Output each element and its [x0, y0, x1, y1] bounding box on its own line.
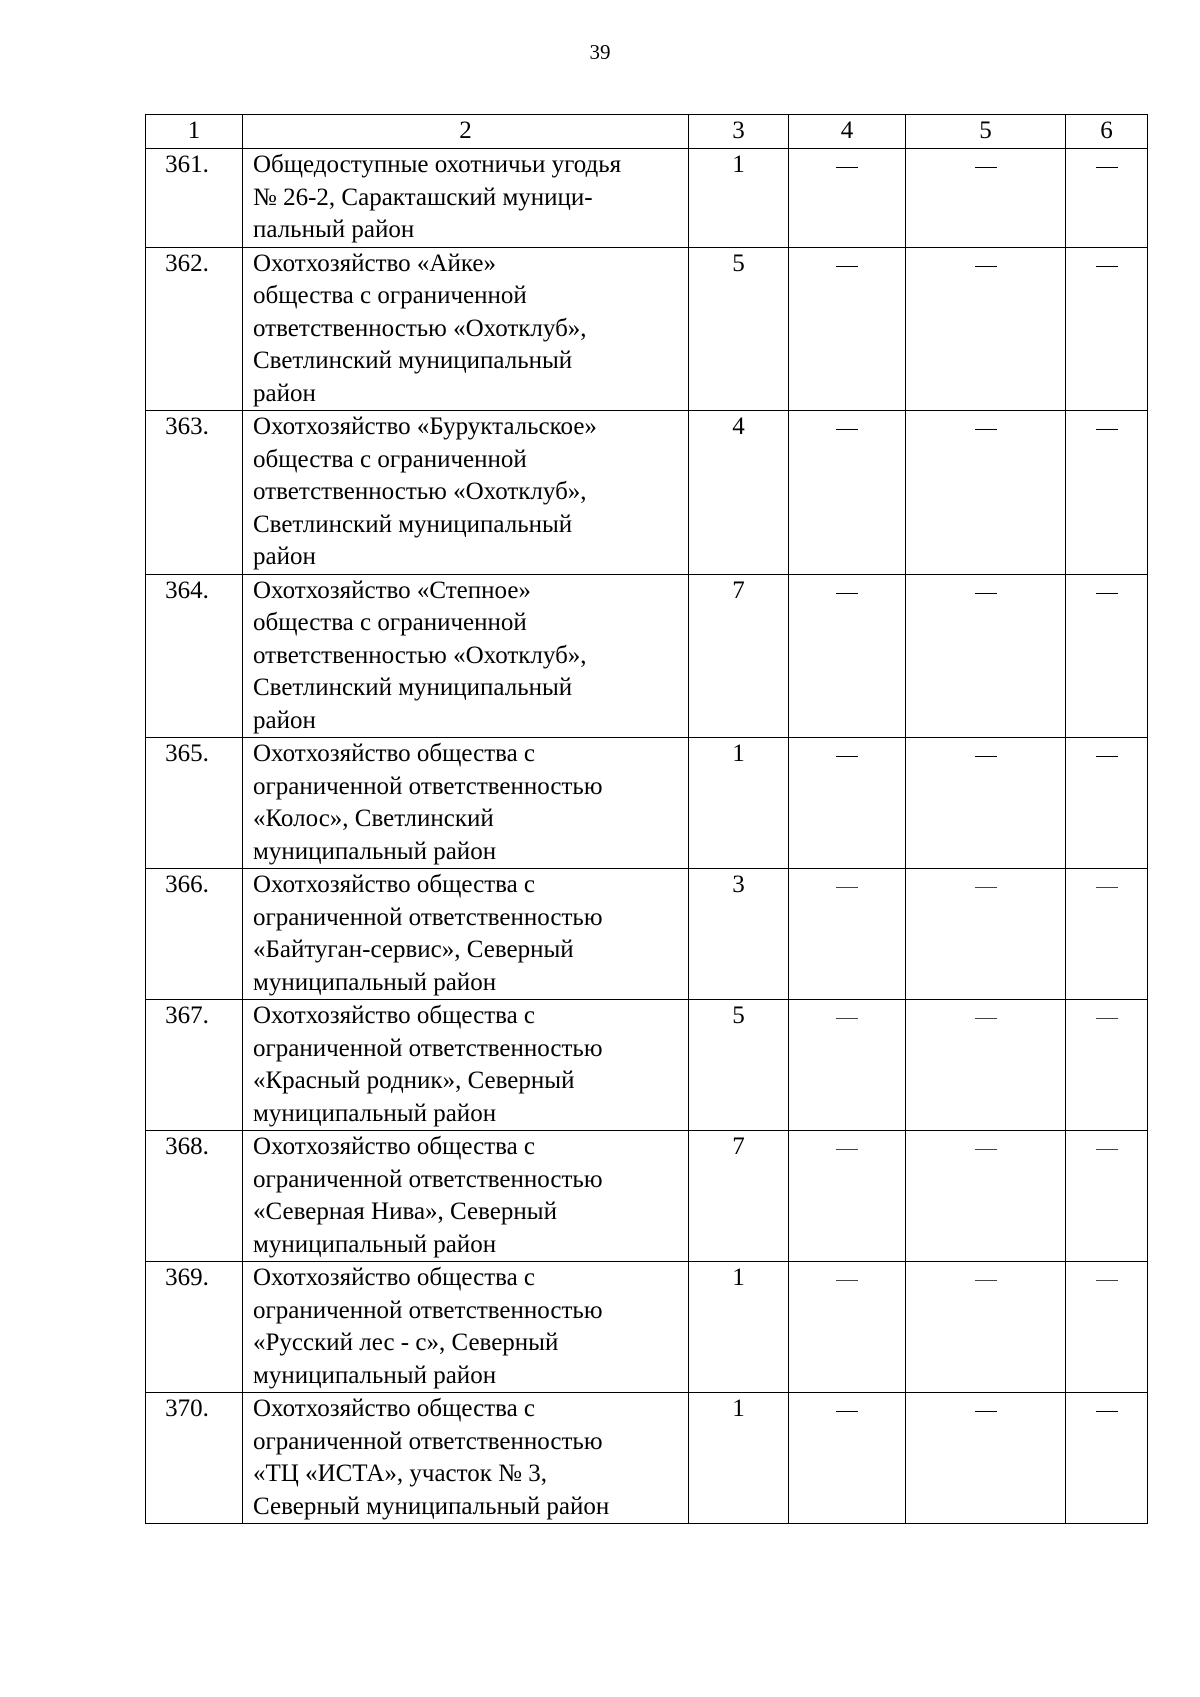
count-value: 3 — [689, 869, 789, 1000]
dash-mark — [836, 887, 858, 888]
name-line: муниципальный район — [253, 837, 497, 865]
name-line: общества с ограниченной — [253, 282, 527, 309]
dash-mark — [975, 1411, 997, 1412]
name-line: Охотхозяйство общества с — [253, 1264, 536, 1291]
table-header-row — [146, 115, 1148, 149]
empty-c6-cell — [1066, 574, 1148, 738]
name-line: муниципальный район — [253, 968, 497, 996]
table-row — [146, 247, 1148, 411]
empty-c6-cell — [1066, 411, 1148, 575]
name-line: Светлинский муниципальный — [253, 674, 573, 701]
hunting-ground-name — [243, 1393, 689, 1524]
empty-c6-cell — [1066, 1262, 1148, 1393]
empty-c5-cell — [906, 1131, 1066, 1262]
empty-c4-cell — [789, 247, 906, 411]
name-line: ограниченной ответственностью — [253, 1427, 603, 1455]
name-line: Охотхозяйство общества с — [253, 740, 536, 767]
table-row — [146, 149, 1148, 248]
name-line: Северный муниципальный район — [253, 1492, 610, 1520]
dash-mark — [975, 756, 997, 757]
hunting-ground-name — [243, 149, 689, 248]
dash-mark — [836, 1280, 858, 1281]
hunting-ground-name — [243, 869, 689, 1000]
name-line: «Северная Нива», Северный — [253, 1198, 557, 1225]
table-body — [146, 115, 1148, 1524]
name-line: ограниченной ответственностью — [253, 903, 603, 931]
row-number: 370. — [146, 1393, 243, 1524]
table-row — [146, 1131, 1148, 1262]
name-line: муниципальный район — [253, 1361, 497, 1389]
dash-mark — [975, 266, 997, 267]
name-line: ответственностью «Охотклуб», — [253, 314, 587, 342]
dash-mark — [1096, 1018, 1118, 1019]
row-number: 365. — [146, 738, 243, 869]
dash-mark — [836, 1018, 858, 1019]
name-line: Светлинский муниципальный — [253, 347, 573, 374]
table-row — [146, 1393, 1148, 1524]
dash-mark — [975, 1018, 997, 1019]
hunting-ground-name — [243, 1262, 689, 1393]
hunting-ground-name — [243, 574, 689, 738]
column-header-2: 2 — [243, 115, 689, 149]
page-number: 39 — [589, 40, 611, 64]
empty-c5-cell — [906, 1262, 1066, 1393]
name-line: общества с ограниченной — [253, 445, 527, 473]
name-line: ограниченной ответственностью — [253, 1034, 603, 1062]
empty-c6-cell — [1066, 1131, 1148, 1262]
empty-c6-cell — [1066, 247, 1148, 411]
table-row — [146, 574, 1148, 738]
name-line: общества с ограниченной — [253, 609, 527, 636]
column-header-4: 4 — [789, 115, 906, 149]
dash-mark — [1096, 887, 1118, 888]
empty-c5-cell — [906, 869, 1066, 1000]
dash-mark — [836, 429, 858, 430]
name-line: ограниченной ответственностью — [253, 1165, 603, 1193]
name-line: Охотхозяйство «Буруктальское» — [253, 413, 597, 440]
dash-mark — [1096, 1149, 1118, 1150]
hunting-ground-name — [243, 247, 689, 411]
name-line: Охотхозяйство общества с — [253, 1395, 536, 1422]
hunting-ground-name — [243, 1131, 689, 1262]
dash-mark — [1096, 266, 1118, 267]
empty-c6-cell — [1066, 1393, 1148, 1524]
count-value: 1 — [689, 1262, 789, 1393]
empty-c4-cell — [789, 1393, 906, 1524]
dash-mark — [836, 167, 858, 168]
empty-c4-cell — [789, 411, 906, 575]
row-number: 364. — [146, 574, 243, 738]
dash-mark — [975, 593, 997, 594]
empty-c6-cell — [1066, 1000, 1148, 1131]
name-line: Охотхозяйство общества с — [253, 871, 536, 898]
count-value: 5 — [689, 1000, 789, 1131]
name-line: муниципальный район — [253, 1099, 497, 1127]
dash-mark — [975, 1149, 997, 1150]
count-value: 4 — [689, 411, 789, 575]
dash-mark — [836, 266, 858, 267]
dash-mark — [836, 593, 858, 594]
empty-c5-cell — [906, 1393, 1066, 1524]
empty-c4-cell — [789, 1262, 906, 1393]
empty-c5-cell — [906, 1000, 1066, 1131]
empty-c5-cell — [906, 411, 1066, 575]
dash-mark — [836, 756, 858, 757]
name-line: № 26-2, Саракташский муници- — [253, 183, 593, 211]
table-row — [146, 1262, 1148, 1393]
name-line: пальный район — [253, 216, 415, 243]
name-line: «Русский лес - с», Северный — [253, 1329, 559, 1356]
count-value: 7 — [689, 1131, 789, 1262]
name-line: Охотхозяйство общества с — [253, 1002, 536, 1029]
row-number: 368. — [146, 1131, 243, 1262]
name-line: Охотхозяйство общества с — [253, 1133, 536, 1160]
empty-c4-cell — [789, 738, 906, 869]
name-line: район — [253, 543, 316, 570]
column-header-5: 5 — [906, 115, 1066, 149]
name-line: район — [253, 379, 316, 407]
table-row — [146, 738, 1148, 869]
empty-c4-cell — [789, 1000, 906, 1131]
count-value: 1 — [689, 738, 789, 869]
column-header-6: 6 — [1066, 115, 1148, 149]
table-row — [146, 411, 1148, 575]
name-line: ограниченной ответственностью — [253, 772, 603, 800]
empty-c5-cell — [906, 574, 1066, 738]
table-row — [146, 869, 1148, 1000]
dash-mark — [975, 887, 997, 888]
count-value: 1 — [689, 1393, 789, 1524]
name-line: ответственностью «Охотклуб», — [253, 478, 587, 505]
dash-mark — [975, 1280, 997, 1281]
hunting-ground-name — [243, 411, 689, 575]
empty-c6-cell — [1066, 869, 1148, 1000]
dash-mark — [1096, 1411, 1118, 1412]
row-number: 369. — [146, 1262, 243, 1393]
dash-mark — [836, 1149, 858, 1150]
table-row — [146, 1000, 1148, 1131]
dash-mark — [1096, 1280, 1118, 1281]
hunting-grounds-table — [145, 114, 1148, 1524]
empty-c4-cell — [789, 574, 906, 738]
name-line: ограниченной ответственностью — [253, 1296, 603, 1324]
empty-c4-cell — [789, 869, 906, 1000]
name-line: «ТЦ «ИСТА», участок № 3, — [253, 1460, 547, 1487]
dash-mark — [1096, 167, 1118, 168]
count-value: 1 — [689, 149, 789, 248]
name-line: ответственностью «Охотклуб», — [253, 641, 587, 669]
dash-mark — [1096, 429, 1118, 430]
dash-mark — [1096, 593, 1118, 594]
dash-mark — [975, 429, 997, 430]
row-number: 362. — [146, 247, 243, 411]
name-line: муниципальный район — [253, 1230, 497, 1258]
empty-c5-cell — [906, 149, 1066, 248]
row-number: 363. — [146, 411, 243, 575]
column-header-3: 3 — [689, 115, 789, 149]
dash-mark — [975, 167, 997, 168]
dash-mark — [836, 1411, 858, 1412]
hunting-ground-name — [243, 1000, 689, 1131]
empty-c6-cell — [1066, 738, 1148, 869]
row-number: 367. — [146, 1000, 243, 1131]
column-header-1: 1 — [146, 115, 243, 149]
row-number: 361. — [146, 149, 243, 248]
empty-c5-cell — [906, 738, 1066, 869]
empty-c4-cell — [789, 149, 906, 248]
hunting-ground-name — [243, 738, 689, 869]
row-number: 366. — [146, 869, 243, 1000]
name-line: Охотхозяйство «Айке» — [253, 249, 496, 277]
count-value: 5 — [689, 247, 789, 411]
name-line: Охотхозяйство «Степное» — [253, 576, 531, 604]
name-line: «Байтуган-сервис», Северный — [253, 936, 574, 963]
empty-c5-cell — [906, 247, 1066, 411]
dash-mark — [1096, 756, 1118, 757]
empty-c4-cell — [789, 1131, 906, 1262]
count-value: 7 — [689, 574, 789, 738]
empty-c6-cell — [1066, 149, 1148, 248]
name-line: Общедоступные охотничьи угодья — [253, 151, 622, 178]
name-line: район — [253, 706, 316, 734]
name-line: Светлинский муниципальный — [253, 510, 573, 538]
name-line: «Колос», Светлинский — [253, 805, 494, 832]
name-line: «Красный родник», Северный — [253, 1067, 575, 1094]
